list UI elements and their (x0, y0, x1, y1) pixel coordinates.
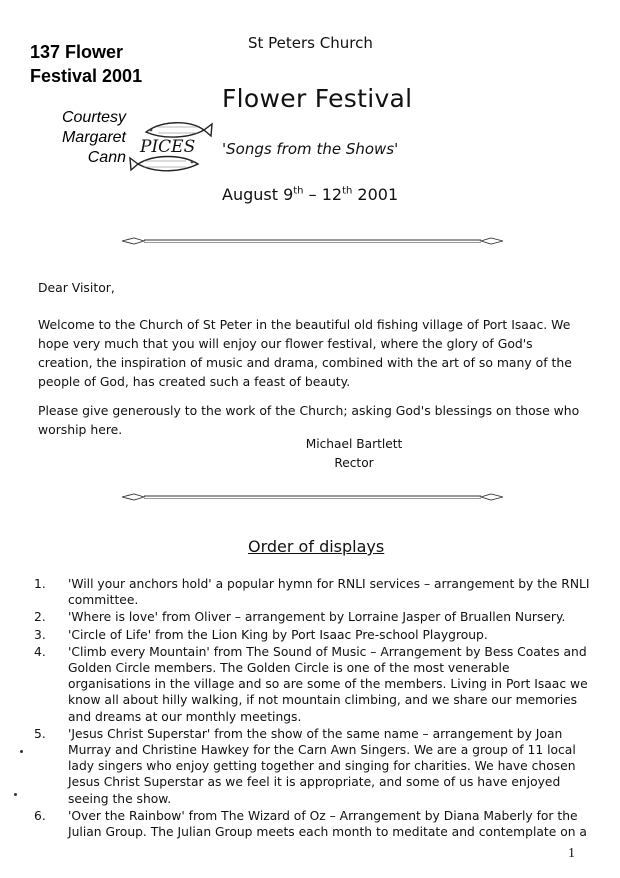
displays-heading: Order of displays (248, 537, 385, 556)
courtesy-line3: Cann (87, 149, 126, 166)
list-item-text: 'Circle of Life' from the Lion King by Port Isaac Pre-school Playgroup. (68, 627, 488, 642)
list-item-number: 3. (34, 627, 46, 642)
list-item (34, 808, 594, 840)
letter-paragraph-2: Please give generously to the work of the Church; asking God's blessings on those who worship here. (38, 403, 580, 437)
list-item (34, 726, 594, 807)
bottom-divider (120, 490, 505, 504)
list-item (34, 627, 594, 643)
festival-label-line2: Festival 2001 (30, 66, 143, 86)
list-item (34, 644, 594, 725)
dates-sup2: th (342, 185, 353, 197)
list-item-number: 5. (34, 726, 46, 741)
list-item-text: 'Where is love' from Oliver – arrangement by Lorraine Jasper of Bruallen Nursery. (68, 610, 566, 625)
letter-greeting: Dear Visitor, (38, 280, 115, 295)
church-name: St Peters Church (248, 34, 373, 52)
festival-theme: 'Songs from the Shows' (222, 140, 399, 158)
festival-title: Flower Festival (222, 84, 413, 113)
courtesy-line2: Margaret (61, 129, 126, 146)
signature-name: Michael Bartlett (305, 437, 403, 451)
scan-mark (14, 793, 17, 796)
list-item (34, 609, 594, 625)
list-item-number: 6. (34, 808, 46, 823)
list-item-number: 2. (34, 610, 46, 625)
list-item (34, 576, 594, 608)
list-item-text: 'Over the Rainbow' from The Wizard of Oz – Arrangement by Diana Maberly for the Julian Group. The Julian Group meets each month to meditate and contemplate on a (68, 808, 587, 840)
displays-list (34, 576, 594, 841)
list-item-text: 'Will your anchors hold' a popular hymn for RNLI services – arrangement by the RNLI committee. (68, 577, 590, 608)
pisces-fish-logo (128, 118, 214, 180)
pisces-logo-text: PICES (140, 137, 196, 157)
list-item-number: 1. (34, 577, 46, 591)
dates-part1: August 9 (222, 185, 294, 204)
dates-sup1: th (293, 185, 304, 197)
dates-part2: – 12 (303, 185, 343, 204)
festival-label (30, 40, 142, 88)
scan-mark (20, 750, 23, 753)
list-item-text: 'Jesus Christ Superstar' from the show of the same name – arrangement by Joan Murray and Christine Hawkey for the Carn Awn Singers. We are a group of 11 local lady singers who enjoy getting together and singing for charities. We have chosen Jesus Christ Superstar as we feel it is appropriate, and some of us have enjoyed seeing the show. (68, 726, 576, 806)
page-number: 1 (568, 846, 575, 861)
courtesy-credit (40, 108, 126, 168)
signature-title: Rector (334, 456, 374, 470)
list-item-number: 4. (34, 644, 46, 659)
list-item-text: 'Climb every Mountain' from The Sound of Music – Arrangement by Bess Coates and Golden Circle members. The Golden Circle is one of the most venerable organisations in the village and so are some of the members. Living in Port Isaac we know all about hilly walking, if not mountain climbing, and we share our memories and dreams at our monthly meetings. (68, 644, 588, 724)
letter-paragraph-1: Welcome to the Church of St Peter in the beautiful old fishing village of Port Isaac. We hope very much that you will enjoy our flower festival, where the glory of God's creation, the inspiration of music and drama, combined with the art of so many of the people of God, has created such a feast of beauty. (38, 317, 572, 389)
courtesy-line1: Courtesy (61, 109, 126, 126)
festival-dates (222, 185, 398, 204)
festival-label-line1: 137 Flower (30, 42, 124, 62)
top-divider (120, 234, 505, 248)
dates-part3: 2001 (352, 185, 399, 204)
